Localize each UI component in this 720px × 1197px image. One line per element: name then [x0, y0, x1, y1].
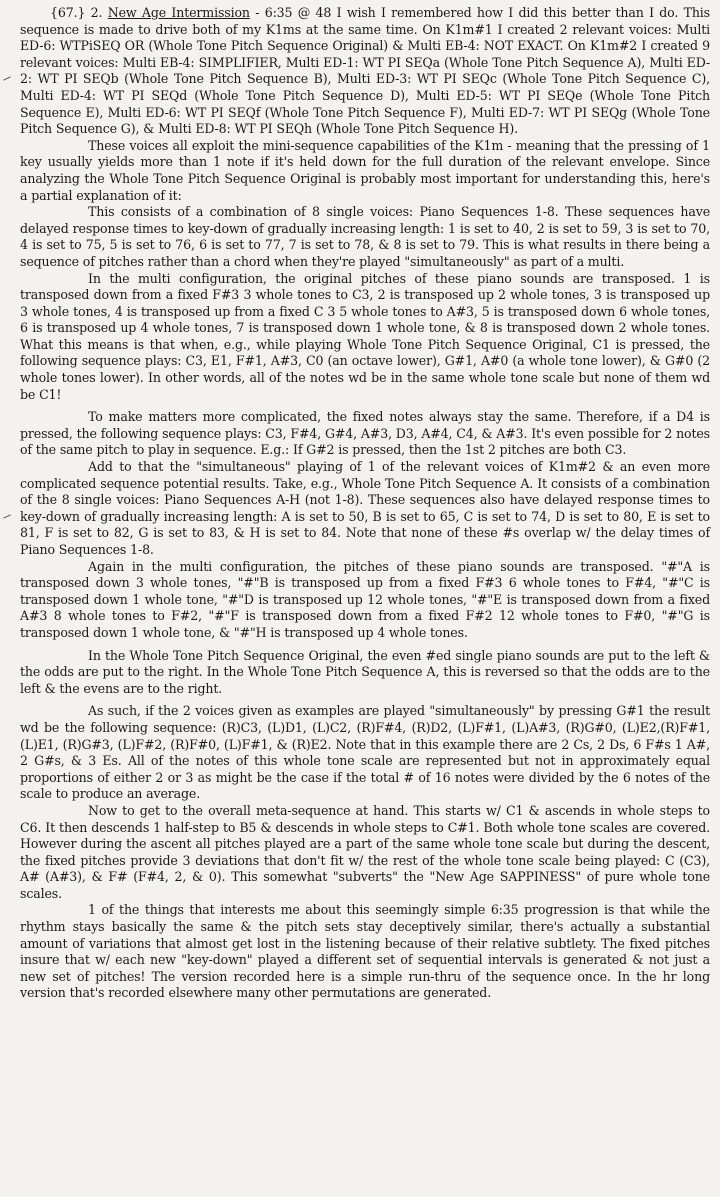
paragraph-3: This consists of a combination of 8 single voices: Piano Sequences 1-8. These sequences have delayed response times to key-down of gradually increasing length: 1 is set to 40, 2 is set to 59, 3 is set to 70, 4 is set to 75, 5 is set to 76, 6 is set to 77, 7 is set to 78, & 8 is set to 79. This is what results in there being a sequence of pitches rather than a chord when they're played "simultaneously" as part of a multi.	[20, 204, 710, 269]
paragraph-9: As such, if the 2 voices given as examples are played "simultaneously" by pressing G#1 the result wd be the following sequence: (R)C3, (L)D1, (L)C2, (R)F#4, (R)D2, (L)F#1, (L)A#3, (R)G#0, (L)E2,(R)F#1, (L)E1, (R)G#3, (L)F#2, (R)F#0, (L)F#1, & (R)E2. Note that in this example there are 2 Cs, 2 Ds, 6 F#s 1 A#, 2 G#s, & 3 Es. All of the notes of this whole tone scale are represented but not in approximately equal proportions of either 2 or 3 as might be the case if the total # of 16 notes were divided by the 6 notes of the scale to produce an average.	[20, 703, 710, 802]
margin-tick-mark	[3, 514, 11, 518]
section-number: {67.} 2.	[50, 5, 108, 20]
paragraph-2: These voices all exploit the mini-sequence capabilities of the K1m - meaning that the pressing of 1 key usually yields more than 1 note if it's held down for the full duration of the relevant envelope. Since analyzing the Whole Tone Pitch Sequence Original is probably most important for understanding this, here's a partial explanation of it:	[20, 137, 710, 203]
paragraph-5: To make matters more complicated, the fixed notes always stay the same. Therefore, if a D4 is pressed, the following sequence plays: C3, F#4, G#4, A#3, D3, A#4, C4, & A#3. It's even possible for 2 notes of the same pitch to play in sequence. E.g.: If G#2 is pressed, then the 1st 2 pitches are both C3.	[20, 409, 710, 458]
margin-tick-mark	[3, 76, 11, 80]
section-title: New Age Intermission	[107, 5, 250, 20]
paragraph-1: I wish I remembered how I did this better than I do. This sequence is made to drive both of my K1ms at the same time. On K1m#1 I created 2 relevant voices: Multi ED-6: WTPiSEQ OR (Whole Tone Pitch Sequence Original) & Multi EB-4: NOT EXACT. On K1m#2 I created 9 relevant voices: Multi EB-4: SIMPLIFIER, Multi ED-1: WT PI SEQa (Whole Tone Pitch Sequence A), Multi ED-2: WT PI SEQb (Whole Tone Pitch Sequence B), Multi ED-3: WT PI SEQc (Whole Tone Pitch Sequence C), Multi ED-4: WT PI SEQd (Whole Tone Pitch Sequence D), Multi ED-5: WT PI SEQe (Whole Tone Pitch Sequence E), Multi ED-6: WT PI SEQf (Whole Tone Pitch Sequence F), Multi ED-7: WT PI SEQg (Whole Tone Pitch Sequence G), & Multi ED-8: WT PI SEQh (Whole Tone Pitch Sequence H).	[20, 5, 710, 137]
paragraph-7: Again in the multi configuration, the pitches of these piano sounds are transposed. "#"A is transposed down 3 whole tones, "#"B is transposed up from a fixed F#3 6 whole tones to F#4, "#"C is transposed down 1 whole tone, "#"D is transposed up 12 whole tones, "#"E is transposed down from a fixed A#3 8 whole tones to F#2, "#"F is transposed down from a fixed F#2 12 whole tones to F#0, "#"G is transposed down 1 whole tone, & "#"H is transposed up 4 whole tones.	[20, 558, 710, 640]
paragraph-10: Now to get to the overall meta-sequence at hand. This starts w/ C1 & ascends in whole steps to C6. It then descends 1 half-step to B5 & descends in whole steps to C#1. Both whole tone scales are covered. However during the ascent all pitches played are a part of the same whole tone scale but during the descent, the fixed pitches provide 3 deviations that don't fit w/ the rest of the whole tone scale being played: C (C3), A# (A#3), & F# (F#4, 2, & 0). This somewhat "subverts" the "New Age SAPPINESS" of pure whole tone scales.	[20, 802, 710, 901]
paragraph-4: In the multi configuration, the original pitches of these piano sounds are transposed. 1 is transposed down from a fixed F#3 3 whole tones to C3, 2 is transposed up 2 whole tones, 3 is transposed up 3 whole tones, 4 is transposed up from a fixed C 3 5 whole tones to A#3, 5 is transposed down 6 whole tones, 6 is transposed up 4 whole tones, 7 is transposed down 1 whole tone, & 8 is transposed down 2 whole tones. What this means is that when, e.g., while playing Whole Tone Pitch Sequence Original, C1 is pressed, the following sequence plays: C3, E1, F#1, A#3, C0 (an octave lower), G#1, A#0 (a whole tone lower), & G#0 (2 whole tones lower). In other words, all of the notes wd be in the same whole tone scale but none of them wd be C1!	[20, 270, 710, 402]
paragraph-11: 1 of the things that interests me about this seemingly simple 6:35 progression is that while the rhythm stays basically the same & the pitch sets stay deceptively similar, there's actually a substantial amount of variations that almost get lost in the listening because of their relative subtlety. The fixed pitches insure that w/ each new "key-down" played a different set of sequential intervals is generated & not just a new set of pitches! The version recorded here is a simple run-thru of the sequence once. In the hr long version that's recorded elsewhere many other permutations are generated.	[20, 902, 710, 1001]
paragraph-6: Add to that the "simultaneous" playing of 1 of the relevant voices of K1m#2 & an even more complicated sequence potential results. Take, e.g., Whole Tone Pitch Sequence A. It consists of a combination of the 8 single voices: Piano Sequences A-H (not 1-8). These sequences also have delayed response times to key-down of gradually increasing length: A is set to 50, B is set to 65, C is set to 74, D is set to 80, E is set to 81, F is set to 82, G is set to 83, & H is set to 84. Note that none of these #s overlap w/ the delay times of Piano Sequences 1-8.	[20, 459, 710, 557]
paragraph-8: In the Whole Tone Pitch Sequence Original, the even #ed single piano sounds are put to the left & the odds are put to the right. In the Whole Tone Pitch Sequence A, this is reversed so that the odds are to the left & the evens are to the right.	[20, 647, 710, 696]
section-duration: - 6:35 @ 48	[249, 5, 332, 20]
section-heading-line	[20, 5, 710, 138]
